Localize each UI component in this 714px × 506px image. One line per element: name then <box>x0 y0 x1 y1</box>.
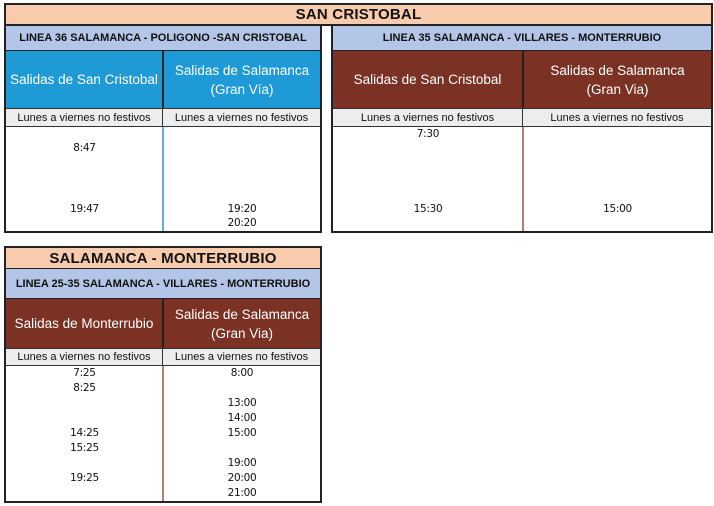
column-divider <box>162 299 164 348</box>
time-cell: 15:00 <box>227 427 257 439</box>
time-cell: 19:25 <box>70 472 99 484</box>
line35-title <box>333 25 711 51</box>
schedule-label: Lunes a viernes no festivos <box>174 111 309 124</box>
line36-title <box>6 25 320 51</box>
time-cell: 7:25 <box>73 367 96 379</box>
line25-35-col2-schedule <box>163 348 320 366</box>
line35-col1-header <box>333 51 522 108</box>
col-header-line2: (Gran Vía) <box>210 81 274 97</box>
col-header-text: Salidas de San Cristobal <box>10 72 158 87</box>
col-header-line1: Salidas de Salamanca <box>550 62 685 78</box>
line25-35-col1-times <box>6 366 163 501</box>
section-title-san-cristobal <box>4 3 713 26</box>
time-cell: 21:00 <box>227 487 257 499</box>
line25-35-col1-schedule <box>6 348 163 366</box>
col-header-line2: (Gran Via) <box>586 81 649 97</box>
line35-col1-times <box>333 127 523 231</box>
time-cell: 19:47 <box>70 203 99 215</box>
line35-col2-times <box>524 127 711 231</box>
col-header-text: Salidas de Monterrubio <box>14 316 154 331</box>
line35-col1-schedule <box>333 108 523 127</box>
col-header-line1: Salidas de Salamanca <box>174 62 310 78</box>
line36-col2-header <box>164 51 320 108</box>
line25-35-col2-header <box>164 299 320 348</box>
schedule-label: Lunes a viernes no festivos <box>360 111 495 124</box>
section-title-monterrubio <box>4 246 322 270</box>
time-cell: 13:00 <box>227 397 257 409</box>
time-cell: 7:30 <box>416 128 440 140</box>
line35-col2-schedule <box>523 108 711 127</box>
schedule-label: Lunes a viernes no festivos <box>17 351 151 363</box>
schedule-label: Lunes a viernes no festivos <box>17 111 151 124</box>
time-cell: 15:00 <box>603 203 632 215</box>
line36-col1-times <box>6 127 163 231</box>
line25-35-title-text: LINEA 25-35 SALAMANCA - VILLARES - MONTERRUBIO <box>15 277 311 290</box>
time-cell: 19:00 <box>227 457 257 469</box>
time-cell: 19:20 <box>227 203 257 215</box>
line35-col2-header <box>524 51 711 108</box>
col-header-line2: (Gran Via) <box>210 325 274 341</box>
section-title-text: SALAMANCA - MONTERRUBIO <box>49 249 277 267</box>
schedule-label: Lunes a viernes no festivos <box>174 351 309 363</box>
line25-35-col2-times <box>164 366 320 501</box>
time-cell: 14:00 <box>227 412 257 424</box>
time-cell: 8:25 <box>73 382 96 394</box>
time-cell: 15:30 <box>413 203 443 215</box>
time-cell: 20:00 <box>227 472 257 484</box>
time-cell: 20:20 <box>227 217 257 229</box>
line36-col2-schedule <box>163 108 320 127</box>
column-divider <box>522 51 524 108</box>
column-divider <box>162 51 164 108</box>
time-cell: 8:00 <box>230 367 254 379</box>
line36-col1-schedule <box>6 108 163 127</box>
line36-col2-times <box>164 127 320 231</box>
line25-35-title <box>6 269 320 299</box>
time-cell: 8:47 <box>73 142 96 154</box>
col-header-text: Salidas de San Cristobal <box>353 72 502 87</box>
line25-35-col1-header <box>6 299 162 348</box>
line36-title-text: LINEA 36 SALAMANCA - POLIGONO -SAN CRISTOBAL <box>19 31 307 44</box>
schedule-label: Lunes a viernes no festivos <box>550 111 684 124</box>
col-header-line1: Salidas de Salamanca <box>174 306 310 322</box>
time-cell: 14:25 <box>70 427 99 439</box>
line35-title-text: LINEA 35 SALAMANCA - VILLARES - MONTERRUBIO <box>382 31 662 44</box>
section-title-text: SAN CRISTOBAL <box>295 6 422 23</box>
line36-col1-header <box>6 51 162 108</box>
time-cell: 15:25 <box>70 442 99 454</box>
